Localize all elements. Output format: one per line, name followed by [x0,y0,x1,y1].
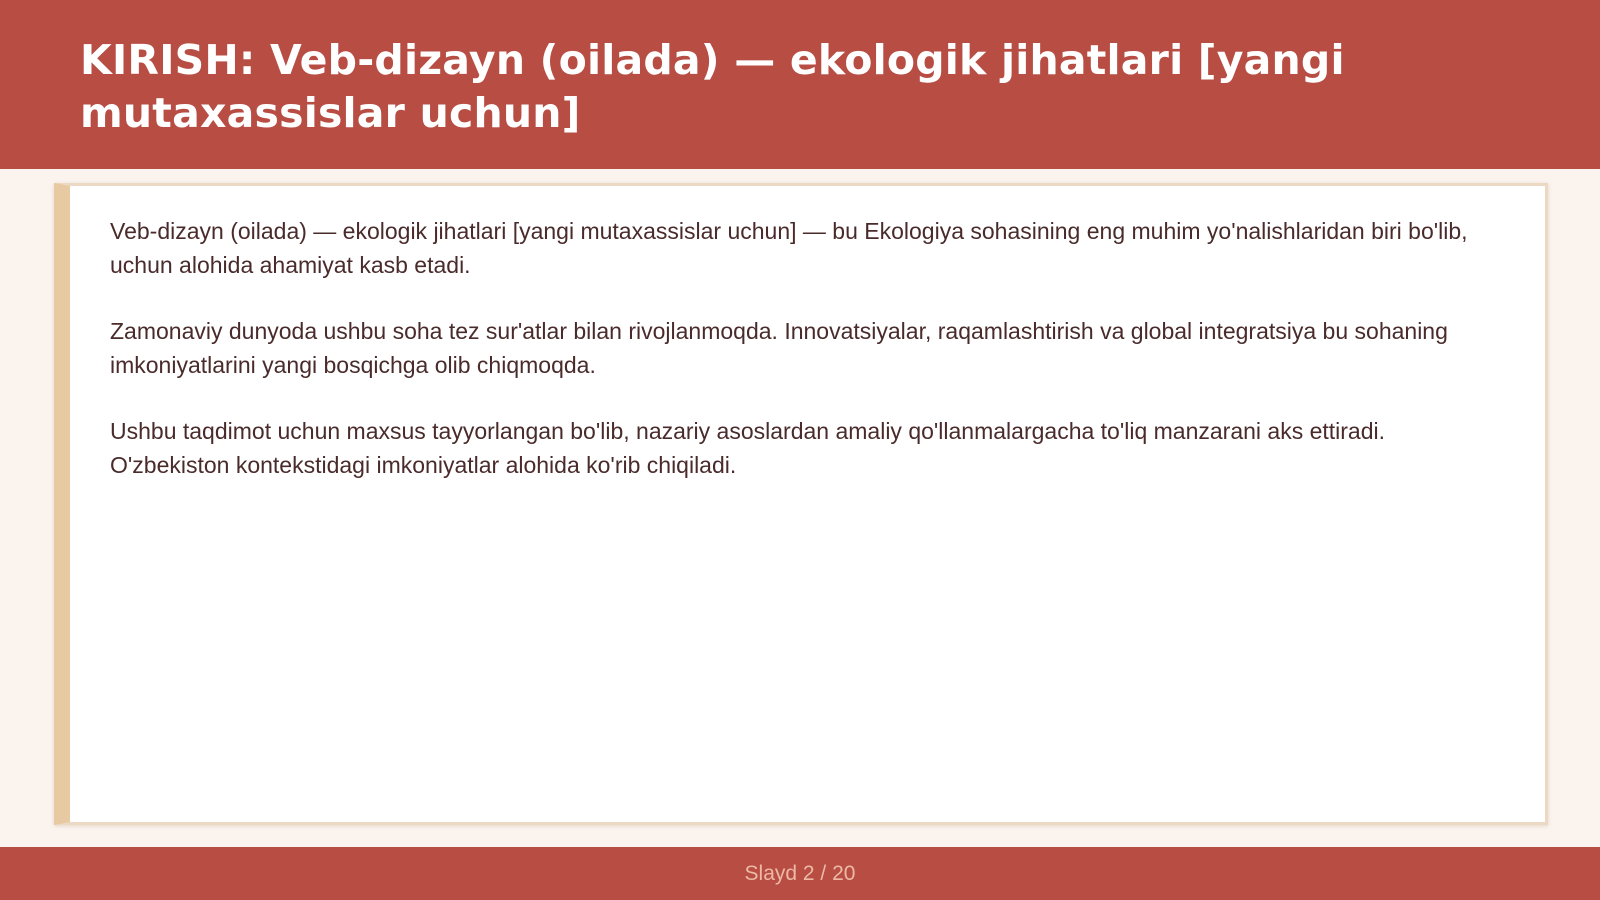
slide-counter: Slayd 2 / 20 [744,861,856,885]
content-card [54,183,1548,825]
development-paragraph: Zamonaviy dunyoda ushbu soha tez sur'atlar bilan rivojlanmoqda. Innovatsiyalar, raqamlashtirish va global integratsiya bu sohaning imkoniyatlarini yangi bosqichga olib chiqmoqda. [110,318,1448,378]
slide-header [0,0,1600,169]
presentation-scope-paragraph: Ushbu taqdimot uchun maxsus tayyorlangan bo'lib, nazariy asoslardan amaliy qo'llanmalargacha to'liq manzarani aks ettiradi. O'zbekiston kontekstidagi imkoniyatlar alohida ko'rib chiqiladi. [110,418,1386,478]
intro-paragraph: Veb-dizayn (oilada) — ekologik jihatlari [yangi mutaxassislar uchun] — bu Ekologiya sohasining eng muhim yo'nalishlaridan biri bo'lib, uchun alohida ahamiyat kasb etadi. [110,218,1468,278]
slide-footer [0,847,1600,900]
slide-title: KIRISH: Veb-dizayn (oilada) — ekologik jihatlari [yangi mutaxassislar uchun] [80,36,1345,137]
